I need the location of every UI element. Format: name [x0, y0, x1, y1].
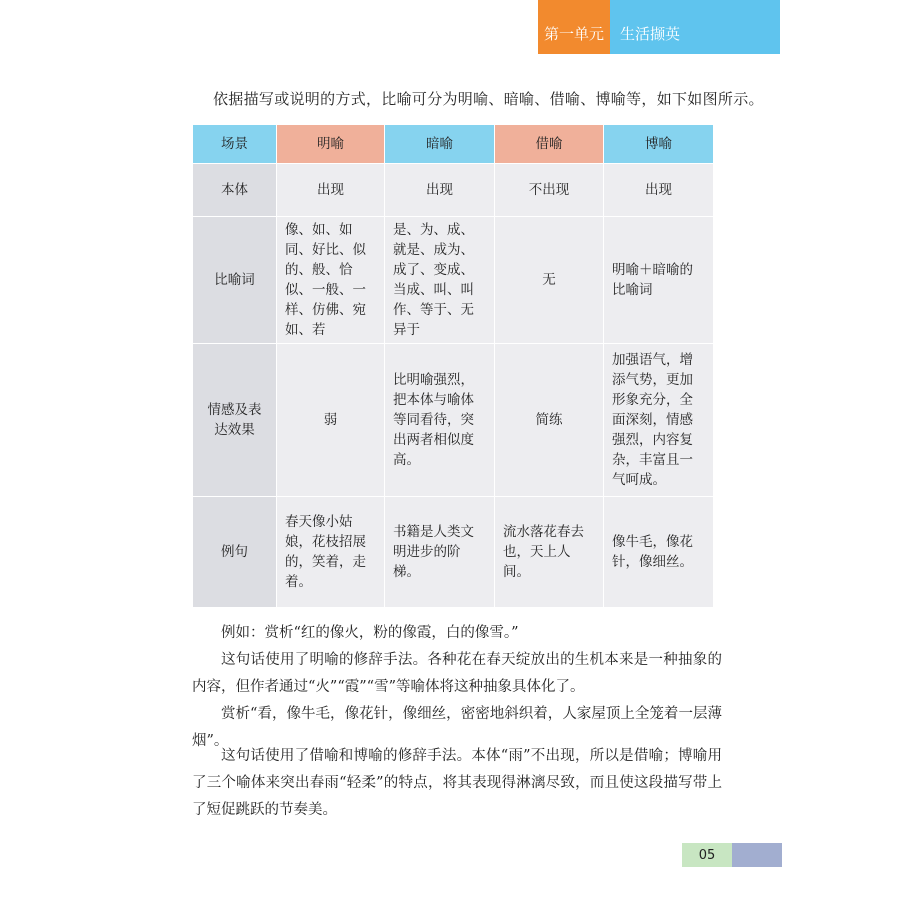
row-label: 例句 [193, 497, 277, 608]
unit-header [538, 0, 780, 54]
unit-number: 第一单元 [538, 0, 610, 54]
table-row [193, 344, 714, 497]
table-header: 暗喻 [385, 125, 495, 164]
table-cell: 加强语气，增添气势，更加形象充分，全面深刻，情感强烈，内容复杂，丰富且一气呵成。 [604, 344, 714, 497]
page-number-bar [682, 843, 782, 867]
row-label: 情感及表达效果 [193, 344, 277, 497]
analysis-paragraph: 这句话使用了明喻的修辞手法。各种花在春天绽放出的生机本来是一种抽象的内容，但作者通过“火”“霞”“雪”等喻体将这种抽象具体化了。 [192, 652, 722, 695]
table-cell: 出现 [604, 164, 714, 217]
page-bar-block [732, 843, 782, 867]
table-cell: 流水落花春去也，天上人间。 [495, 497, 604, 608]
analysis-paragraph: 这句话使用了借喻和博喻的修辞手法。本体“雨”不出现，所以是借喻；博喻用了三个喻体来突出春雨“轻柔”的特点，将其表现得淋漓尽致，而且使这段描写带上了短促跳跃的节奏美。 [192, 748, 722, 818]
table-cell: 简练 [495, 344, 604, 497]
table-cell: 比明喻强烈，把本体与喻体等同看待，突出两者相似度高。 [385, 344, 495, 497]
intro-text: 依据描写或说明的方式，比喻可分为明喻、暗喻、借喻、博喻等，如下如图所示。 [213, 90, 764, 108]
table-cell: 出现 [385, 164, 495, 217]
table-header: 借喻 [495, 125, 604, 164]
unit-title: 生活撷英 [610, 0, 780, 54]
page-number: 05 [682, 843, 732, 867]
table-header: 场景 [193, 125, 277, 164]
row-label: 本体 [193, 164, 277, 217]
table-cell: 无 [495, 217, 604, 344]
table-cell: 不出现 [495, 164, 604, 217]
table-cell: 像牛毛，像花针，像细丝。 [604, 497, 714, 608]
table-cell: 出现 [277, 164, 385, 217]
table-cell: 春天像小姑娘，花枝招展的，笑着，走着。 [277, 497, 385, 608]
example-paragraph: 赏析“看，像牛毛，像花针，像细丝，密密地斜织着，人家屋顶上全笼着一层薄烟”。 [192, 706, 722, 749]
table-row [193, 164, 714, 217]
metaphor-comparison-table [192, 124, 714, 608]
table-header: 博喻 [604, 125, 714, 164]
table-cell: 是、为、成、就是、成为、成了、变成、当成、叫、叫作、等于、无异于 [385, 217, 495, 344]
row-label: 比喻词 [193, 217, 277, 344]
table-cell: 书籍是人类文明进步的阶梯。 [385, 497, 495, 608]
table-cell: 明喻＋暗喻的比喻词 [604, 217, 714, 344]
table-header-row [193, 125, 714, 164]
table-header: 明喻 [277, 125, 385, 164]
example-paragraph: 例如：赏析“红的像火，粉的像霞，白的像雪。” [221, 625, 519, 641]
table-cell: 弱 [277, 344, 385, 497]
table-row [193, 217, 714, 344]
table-row [193, 497, 714, 608]
table-cell: 像、如、如同、好比、似的、般、恰似、一般、一样、仿佛、宛如、若 [277, 217, 385, 344]
